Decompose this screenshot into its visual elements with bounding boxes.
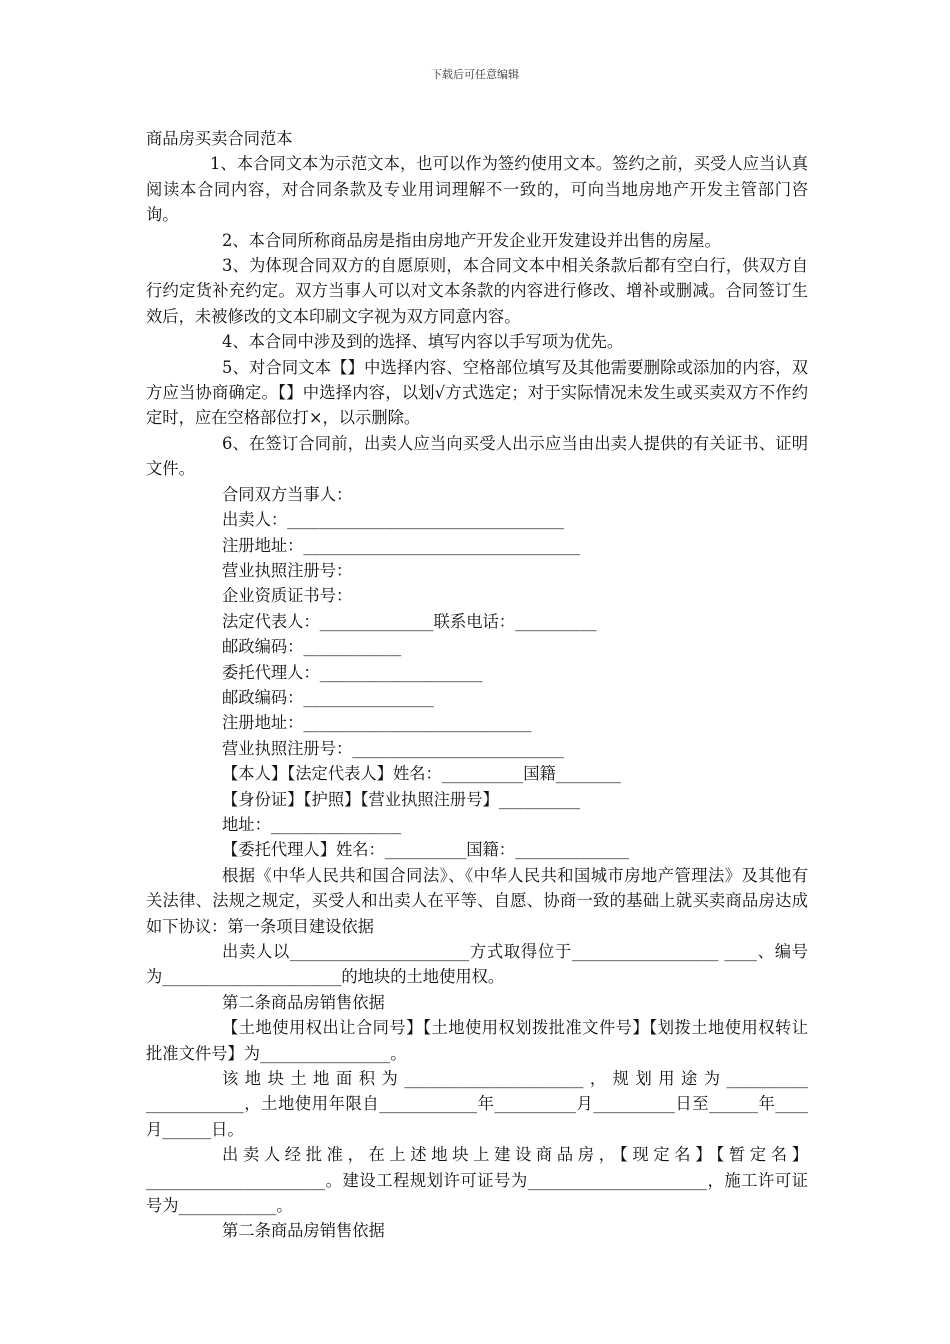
instruction-paragraph-2: 2、本合同所称商品房是指由房地产开发企业开发建设并出售的房屋。	[222, 230, 721, 250]
address-line: 地址：________________	[222, 814, 402, 834]
approval-paragraph: 出卖人经批准，在上述地块上建设商品房，【现定名】【暂定名】______________________。建设工程规划许可证号为______________________，施工许可证号为____________。	[146, 1145, 808, 1216]
registered-address-line-2: 注册地址：____________________________	[222, 713, 532, 733]
land-area-paragraph: 该地块土地面积为______________________，规划用途为__________ ____________，土地使用年限自____________年__________月__________日至______年____月______日。	[146, 1069, 808, 1139]
instruction-paragraph-4: 4、本合同中涉及到的选择、填写内容以手写项为优先。	[222, 332, 624, 352]
qualification-cert-line: 企业资质证书号：	[222, 586, 353, 606]
legal-basis-paragraph: 根据《中华人民共和国合同法》、《中华人民共和国城市房地产管理法》及其他有关法律、法规之规定，买受人和出卖人在平等、自愿、协商一致的基础上就买卖商品房达成如下协议：第一条项目建设依据	[146, 865, 808, 936]
instruction-paragraph-1: 1、本合同文本为示范文本，也可以作为签约使用文本。签约之前，买受人应当认真阅读本合同内容，对合同条款及专业用词理解不一致的，可向当地房地产开发主管部门咨询。	[146, 154, 808, 225]
parties-heading: 合同双方当事人：	[222, 484, 353, 504]
id-type-line: 【身份证】【护照】【营业执照注册号】__________	[222, 789, 581, 809]
registered-address-line: 注册地址：__________________________________	[222, 535, 581, 555]
article-2-heading-repeat: 第二条商品房销售依据	[222, 1221, 385, 1241]
seller-line: 出卖人：__________________________________	[222, 510, 564, 530]
buyer-name-line: 【本人】【法定代表人】姓名：__________国籍________	[222, 764, 621, 784]
agent-name-line: 【委托代理人】姓名：__________国籍：______________	[222, 840, 630, 860]
business-license-line: 营业执照注册号：	[222, 560, 353, 580]
business-license-line-2: 营业执照注册号：__________________________	[222, 738, 564, 758]
agent-line: 委托代理人：____________________	[222, 662, 483, 682]
page-header-note: 下载后可任意编辑	[431, 68, 519, 81]
land-documents-paragraph: 【土地使用权出让合同号】【土地使用权划拨批准文件号】【划拨土地使用权转让批准文件号】为________________。	[146, 1018, 808, 1063]
postcode-line-1: 邮政编码：____________	[222, 637, 402, 657]
instruction-paragraph-5: 5、对合同文本【】中选择内容、空格部位填写及其他需要删除或添加的内容，双方应当协商确定。【】中选择内容，以划√方式选定；对于实际情况未发生或买卖双方不作约定时，应在空格部位打×，以示删除。	[146, 357, 808, 428]
legal-representative-line: 法定代表人：______________联系电话：__________	[222, 611, 597, 631]
land-acquisition-paragraph: 出卖人以______________________方式取得位于__________________ ____、编号为______________________的地块的土地使用权。	[146, 942, 808, 987]
instruction-paragraph-3: 3、为体现合同双方的自愿原则，本合同文本中相关条款后都有空白行，供双方自行约定货补充约定。双方当事人可以对文本条款的内容进行修改、增补或删减。合同签订生效后，未被修改的文本印刷文字视为双方同意内容。	[146, 256, 808, 326]
article-2-heading: 第二条商品房销售依据	[222, 992, 385, 1012]
instruction-paragraph-6: 6、在签订合同前，出卖人应当向买受人出示应当由出卖人提供的有关证书、证明文件。	[146, 433, 808, 479]
contract-document	[146, 126, 808, 1244]
document-title: 商品房买卖合同范本	[146, 129, 293, 148]
postcode-line-2: 邮政编码：________________	[222, 687, 434, 707]
